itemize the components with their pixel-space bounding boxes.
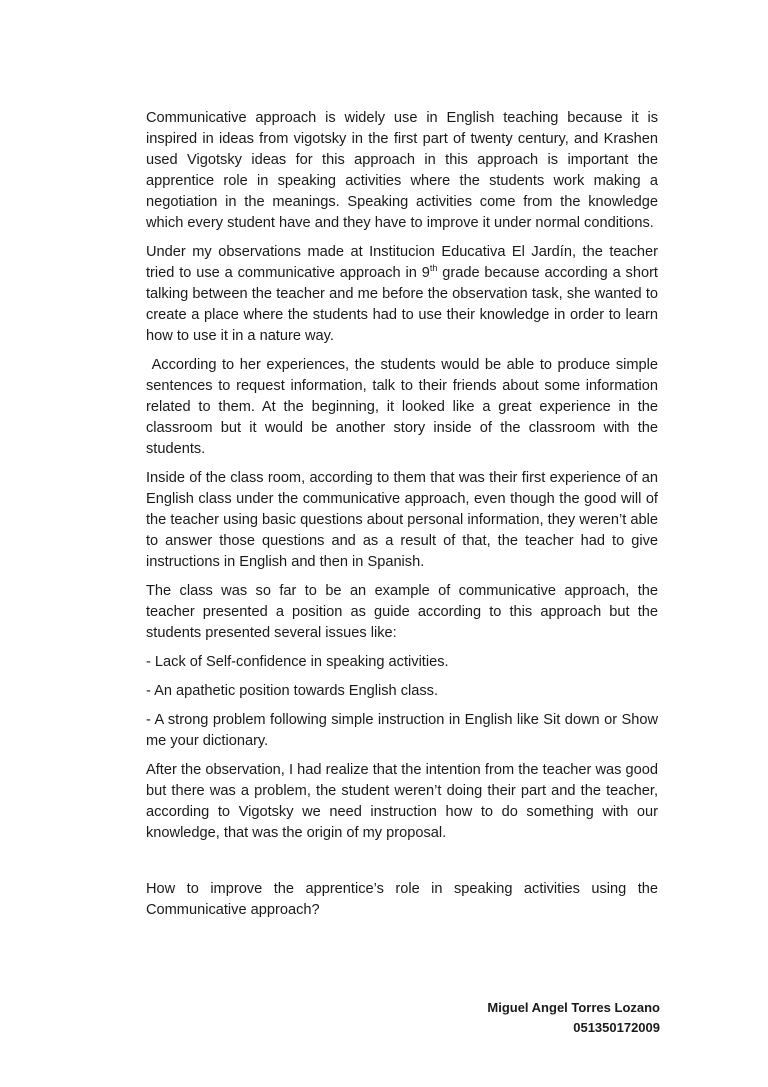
body-text	[146, 108, 663, 921]
paragraph-2	[146, 242, 658, 347]
paragraph-conclusion: After the observation, I had realize that the intention from the teacher was good but there was a problem, the student weren’t doing their part and the teacher, according to Vigotsky we need instruction how to do something with our knowledge, that was the origin of my proposal.	[146, 762, 658, 841]
ordinal-superscript: th	[429, 263, 438, 274]
author-name: Miguel Angel Torres Lozano	[487, 1000, 660, 1015]
paragraph-1: Communicative approach is widely use in English teaching because it is inspired in ideas from vigotsky in the first part of twenty century, and Krashen used Vigotsky ideas for this approach in this approach is important the apprentice role in speaking activities where the students work making a negotiation in the meanings. Speaking activities come from the knowledge which every student have and they have to improve it under normal conditions.	[146, 110, 658, 231]
issue-item-3: - A strong problem following simple instruction in English like Sit down or Show me your dictionary.	[146, 712, 658, 749]
paragraph-2-text-before: Under my observations made at Institucion Educativa El Jardín, the teacher tried to use a communicative approach in 9	[146, 244, 658, 281]
paragraph-5: The class was so far to be an example of communicative approach, the teacher presented a position as guide according to this approach but the students presented several issues like:	[146, 583, 658, 641]
paragraph-4: Inside of the class room, according to them that was their first experience of an English class under the communicative approach, even though the good will of the teacher using basic questions about personal information, they weren’t able to answer those questions and as a result of that, the teacher had to give instructions in English and then in Spanish.	[146, 470, 658, 570]
issue-item-1: - Lack of Self-confidence in speaking activities.	[146, 654, 449, 670]
signature-block	[487, 998, 660, 1038]
paragraph-2-text-after: grade because according a short talking between the teacher and me before the observation task, she wanted to create a place where the students had to use their knowledge in order to learn how to use it in a nature way.	[146, 265, 658, 344]
research-question: How to improve the apprentice’s role in speaking activities using the Communicative approach?	[146, 881, 658, 918]
issue-item-2: - An apathetic position towards English class.	[146, 683, 439, 699]
author-id: 051350172009	[573, 1020, 660, 1035]
paragraph-3: According to her experiences, the students would be able to produce simple sentences to request information, talk to their friends about some information related to them. At the beginning, it looked like a great experience in the classroom but it would be another story inside of the classroom with the students.	[146, 357, 663, 457]
spacer	[146, 852, 658, 879]
